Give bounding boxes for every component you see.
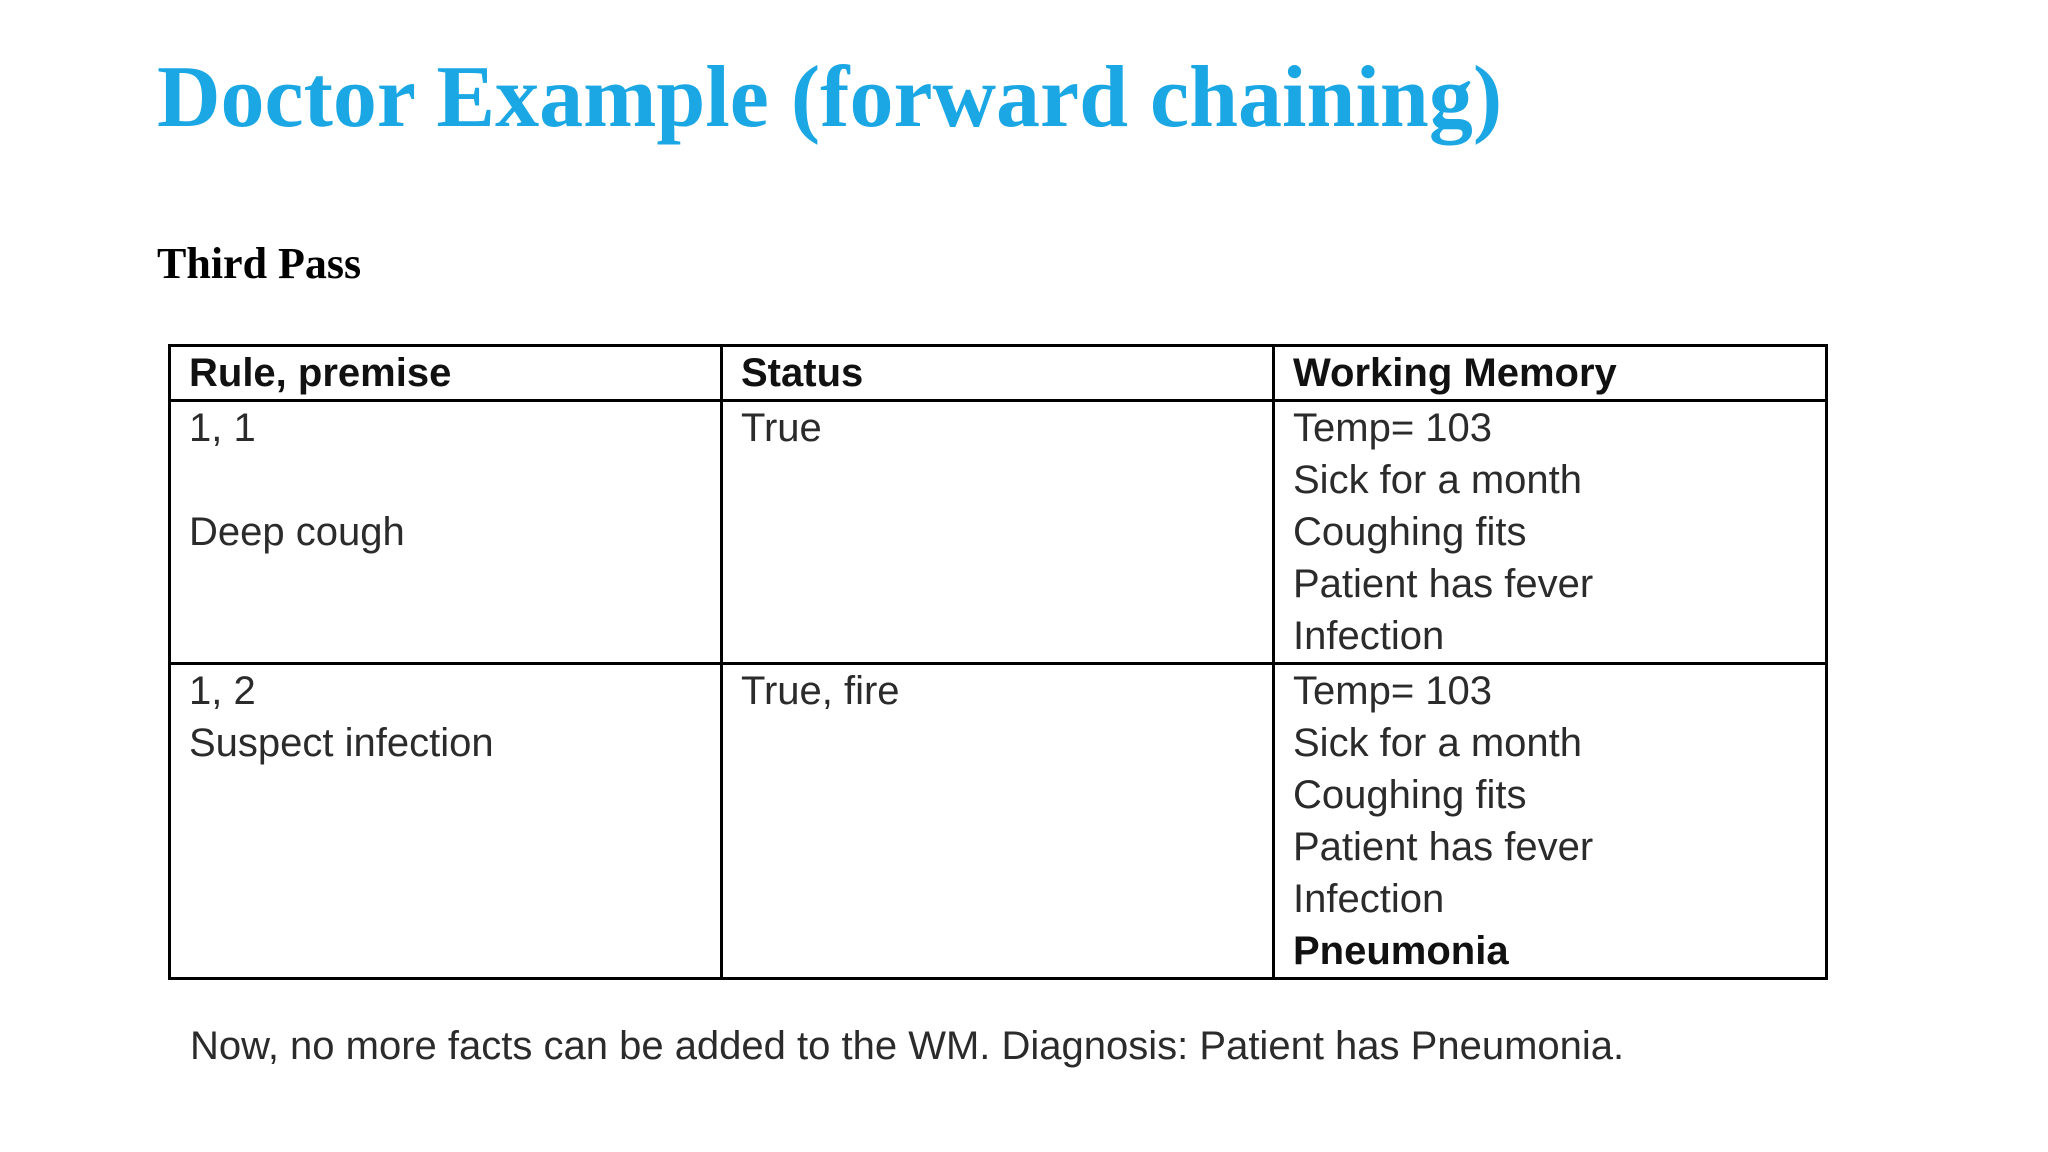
- working-memory-cell: [1274, 401, 1827, 664]
- memory-item: Infection: [1293, 614, 1445, 658]
- status-cell: [722, 664, 1274, 979]
- status-text: True, fire: [741, 669, 900, 713]
- rule-premise-cell: [170, 664, 722, 979]
- status-text: True: [741, 406, 822, 450]
- memory-item: Patient has fever: [1293, 825, 1594, 869]
- rule-number: 1, 1: [189, 406, 256, 450]
- memory-item-new-fact: Pneumonia: [1293, 929, 1509, 973]
- header-rule-premise: Rule, premise: [170, 346, 722, 401]
- memory-item: Coughing fits: [1293, 773, 1527, 817]
- memory-item: Coughing fits: [1293, 510, 1527, 554]
- memory-item: Sick for a month: [1293, 721, 1583, 765]
- premise-text: Suspect infection: [189, 721, 494, 765]
- rule-number: 1, 2: [189, 669, 256, 713]
- memory-item: Patient has fever: [1293, 562, 1594, 606]
- memory-item: Temp= 103: [1293, 406, 1493, 450]
- table-row: [170, 664, 1827, 979]
- memory-item: Sick for a month: [1293, 458, 1583, 502]
- premise-text: Deep cough: [189, 510, 405, 554]
- memory-item: Temp= 103: [1293, 669, 1493, 713]
- header-working-memory: Working Memory: [1274, 346, 1827, 401]
- rule-premise-cell: [170, 401, 722, 664]
- memory-item: Infection: [1293, 877, 1445, 921]
- inference-table: [168, 344, 1828, 980]
- table-row: [170, 401, 1827, 664]
- header-status: Status: [722, 346, 1274, 401]
- status-cell: [722, 401, 1274, 664]
- slide-title: Doctor Example (forward chaining): [157, 49, 1503, 146]
- working-memory-cell: [1274, 664, 1827, 979]
- cell-spacer: [189, 454, 702, 506]
- section-subtitle: Third Pass: [157, 239, 362, 288]
- table-header-row: [170, 346, 1827, 401]
- diagnosis-conclusion: Now, no more facts can be added to the WM. Diagnosis: Patient has Pneumonia.: [190, 1024, 1625, 1068]
